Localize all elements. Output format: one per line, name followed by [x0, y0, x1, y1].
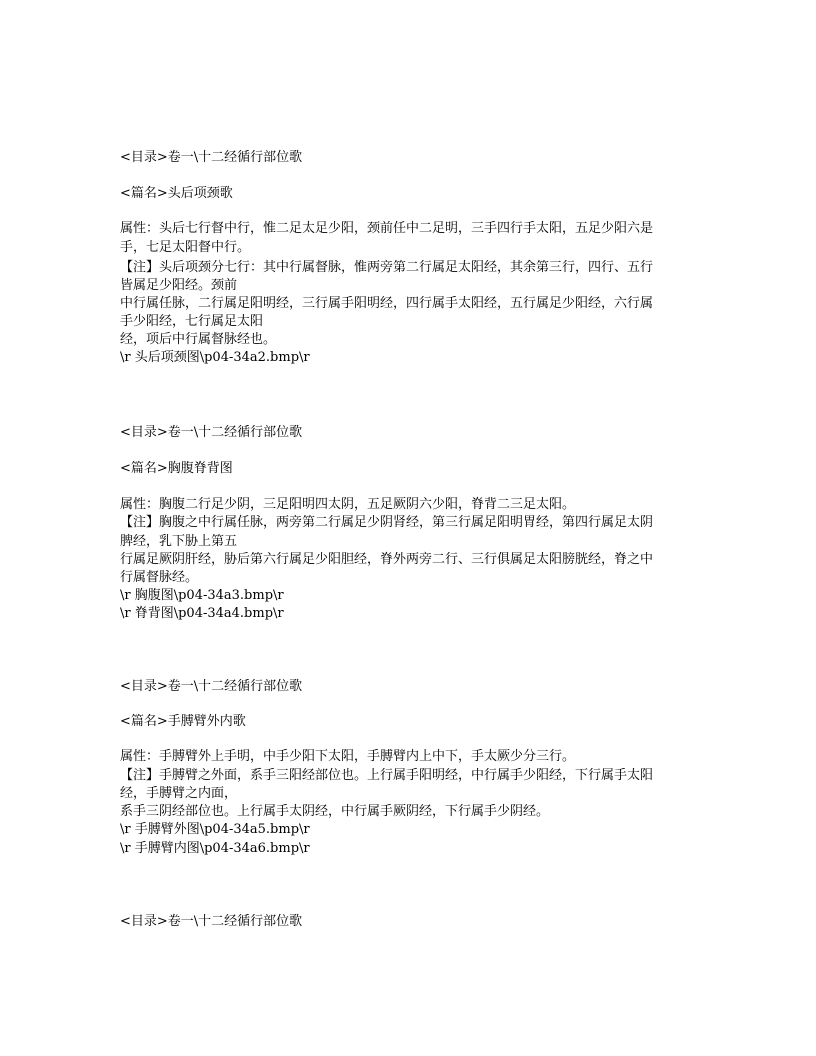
text-line: 【注】头后项颈分七行：其中行属督脉，惟两旁第二行属足太阳经，其余第三行，四行、五行 — [120, 260, 654, 275]
text-line: 属性：胸腹二行足少阴，三足阳明四太阴，五足厥阴六少阳，脊背二三足太阳。 — [120, 497, 576, 512]
text-line: 【注】手膊臂之外面，系手三阳经部位也。上行属手阳明经，中行属手少阳经，下行属手太阳 — [120, 768, 654, 783]
image-reference: \r 头后项颈图\p04-34a2.bmp\r — [120, 350, 310, 365]
text-line: 经，项后中行属督脉经也。 — [120, 332, 277, 347]
text-line: 行属督脉经。 — [120, 570, 199, 585]
toc-heading: <目录>卷一\十二经循行部位歌 — [120, 679, 303, 694]
section-title: <篇名>手膊臂外内歌 — [120, 714, 246, 729]
text-line: 【注】胸腹之中行属任脉，两旁第二行属足少阴肾经，第三行属足阳明胃经，第四行属足太阴 — [120, 515, 654, 530]
text-line: 手少阳经，七行属足太阳 — [120, 314, 264, 329]
text-line: 经，手膊臂之内面， — [120, 786, 238, 801]
text-line: 行属足厥阴肝经，胁后第六行属足少阳胆经，脊外两旁二行、三行俱属足太阳膀胱经，脊之中 — [120, 552, 654, 567]
text-line: 属性：头后七行督中行，惟二足太足少阳，颈前任中二足明，三手四行手太阳，五足少阳六是 — [120, 221, 654, 236]
section-title: <篇名>胸腹脊背图 — [120, 461, 233, 476]
toc-heading: <目录>卷一\十二经循行部位歌 — [120, 150, 303, 165]
image-reference: \r 手膊臂内图\p04-34a6.bmp\r — [120, 841, 310, 856]
toc-heading: <目录>卷一\十二经循行部位歌 — [120, 914, 303, 929]
text-line: 脾经，乳下胁上第五 — [120, 534, 238, 549]
toc-heading: <目录>卷一\十二经循行部位歌 — [120, 425, 303, 440]
image-reference: \r 手膊臂外图\p04-34a5.bmp\r — [120, 822, 310, 837]
section-title: <篇名>头后项颈歌 — [120, 186, 233, 201]
image-reference: \r 脊背图\p04-34a4.bmp\r — [120, 606, 284, 621]
text-line: 手，七足太阳督中行。 — [120, 240, 251, 255]
text-line: 系手三阴经部位也。上行属手太阴经，中行属手厥阴经，下行属手少阴经。 — [120, 804, 550, 819]
text-line: 皆属足少阳经。颈前 — [120, 278, 238, 293]
text-line: 中行属任脉，二行属足阳明经，三行属手阳明经，四行属手太阳经，五行属足少阳经，六行属 — [120, 296, 654, 311]
image-reference: \r 胸腹图\p04-34a3.bmp\r — [120, 588, 284, 603]
text-line: 属性：手膊臂外上手明，中手少阳下太阳，手膊臂内上中下，手太厥少分三行。 — [120, 749, 576, 764]
